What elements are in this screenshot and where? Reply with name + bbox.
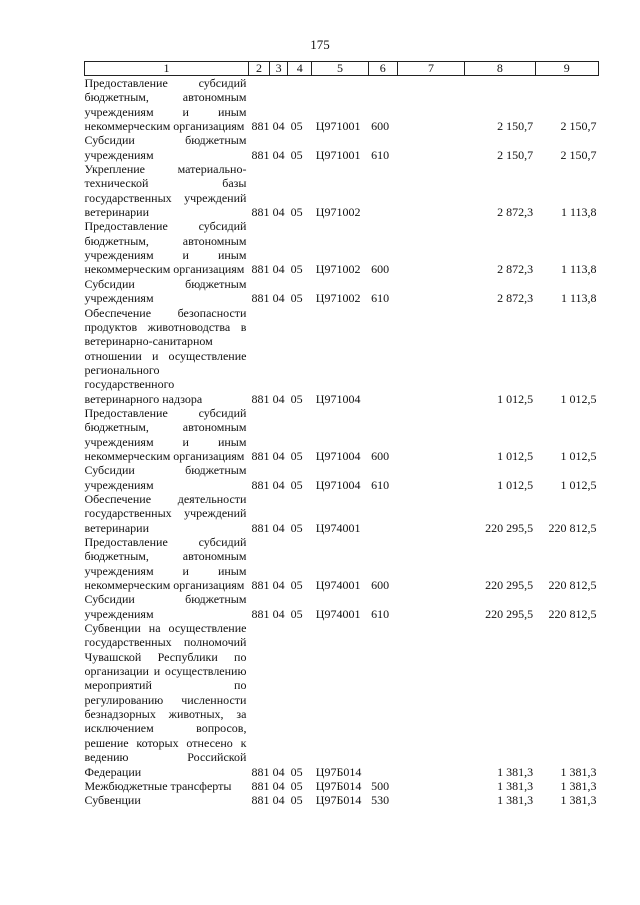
row-name-cell: Субвенции на осуществление государственных полномочий Чувашской Республики по организации и осуществлению мероприятий по регулированию численности безнадзорных животных, за исключением вопросов, решение которых отнесено к ведению Российской Федерации <box>84 621 247 779</box>
row-cell-c6: 600 <box>371 262 390 277</box>
row-name-cell: Предоставление субсидий бюджетным, автономным учреждениям и иным некоммерческим организациям <box>84 219 247 277</box>
row-cell-c6 <box>368 621 397 779</box>
table-row <box>85 779 599 793</box>
row-cell-c2: 881 <box>251 448 270 463</box>
row-cell-c5: Ц971001 <box>315 147 361 162</box>
row-name-cell: Субсидии бюджетным учреждениям <box>84 592 247 621</box>
row-cell-c8: 1 012,5 <box>497 477 534 492</box>
row-cell-c2: 881 <box>251 291 270 306</box>
row-cell-c6: 500 <box>371 778 390 793</box>
row-cell-c3: 04 <box>272 520 285 535</box>
row-cell-c4: 05 <box>290 520 303 535</box>
column-header: 7 <box>397 62 464 76</box>
row-cell-c7 <box>397 779 464 793</box>
row-cell-c7 <box>397 133 464 162</box>
row-cell-c7 <box>397 162 464 219</box>
row-cell-c8: 1 012,5 <box>497 391 534 406</box>
row-cell-c9: 1 012,5 <box>560 477 597 492</box>
row-cell-c7 <box>397 76 464 134</box>
row-cell-c3: 04 <box>272 578 285 593</box>
row-cell-c6: 600 <box>371 448 390 463</box>
row-cell-c9: 1 012,5 <box>560 448 597 463</box>
row-cell-c4: 05 <box>290 793 303 808</box>
row-cell-c8: 2 872,3 <box>497 262 534 277</box>
row-cell-c7 <box>397 306 464 406</box>
table-row <box>85 621 599 779</box>
row-cell-c8: 1 012,5 <box>497 448 534 463</box>
column-header: 2 <box>248 62 269 76</box>
row-cell-c5: Ц971002 <box>315 205 361 220</box>
row-cell-c9: 2 150,7 <box>560 119 597 134</box>
table-row <box>85 592 599 621</box>
row-cell-c2: 881 <box>251 520 270 535</box>
row-name-cell: Субвенции <box>84 793 141 808</box>
row-cell-c9: 220 812,5 <box>548 578 597 593</box>
row-cell-c8: 220 295,5 <box>485 520 534 535</box>
row-cell-c2: 881 <box>251 391 270 406</box>
row-cell-c4: 05 <box>290 764 303 779</box>
table-row <box>85 492 599 535</box>
column-header: 4 <box>288 62 312 76</box>
column-header: 6 <box>368 62 397 76</box>
row-cell-c3: 04 <box>272 291 285 306</box>
row-cell-c8: 1 381,3 <box>497 764 534 779</box>
row-cell-c6: 610 <box>371 477 390 492</box>
row-cell-c7 <box>397 406 464 463</box>
row-cell-c8: 2 872,3 <box>497 291 534 306</box>
table-row <box>85 535 599 592</box>
row-cell-c3: 04 <box>272 764 285 779</box>
row-cell-c4: 05 <box>290 147 303 162</box>
row-cell-c2: 881 <box>251 262 270 277</box>
row-name-cell: Укрепление материально-технической базы государственных учреждений ветеринарии <box>84 162 247 220</box>
row-cell-c3: 04 <box>272 778 285 793</box>
row-cell-c5: Ц974001 <box>315 578 361 593</box>
row-cell-c6: 530 <box>371 793 390 808</box>
row-cell-c9: 1 381,3 <box>560 764 597 779</box>
row-cell-c4: 05 <box>290 391 303 406</box>
row-cell-c9: 220 812,5 <box>548 520 597 535</box>
row-cell-c8: 220 295,5 <box>485 578 534 593</box>
row-cell-c9: 1 113,8 <box>560 291 597 306</box>
row-cell-c9: 1 381,3 <box>560 778 597 793</box>
row-cell-c4: 05 <box>290 262 303 277</box>
row-cell-c4: 05 <box>290 291 303 306</box>
row-cell-c6: 600 <box>371 119 390 134</box>
row-cell-c6 <box>368 306 397 406</box>
row-cell-c7 <box>397 621 464 779</box>
row-cell-c2: 881 <box>251 477 270 492</box>
row-cell-c3: 04 <box>272 477 285 492</box>
row-cell-c7 <box>397 219 464 276</box>
column-header: 5 <box>312 62 368 76</box>
row-cell-c5: Ц971004 <box>315 477 361 492</box>
row-cell-c5: Ц974001 <box>315 606 361 621</box>
row-cell-c4: 05 <box>290 205 303 220</box>
row-name-cell: Предоставление субсидий бюджетным, автономным учреждениям и иным некоммерческим организациям <box>84 405 247 463</box>
row-cell-c2: 881 <box>251 147 270 162</box>
row-cell-c3: 04 <box>272 391 285 406</box>
row-cell-c6 <box>368 162 397 219</box>
table-row <box>85 162 599 219</box>
row-cell-c4: 05 <box>290 448 303 463</box>
row-cell-c7 <box>397 535 464 592</box>
table-row <box>85 306 599 406</box>
row-cell-c6: 610 <box>371 147 390 162</box>
column-header: 8 <box>465 62 535 76</box>
row-cell-c2: 881 <box>251 119 270 134</box>
row-cell-c2: 881 <box>251 764 270 779</box>
row-cell-c9: 1 381,3 <box>560 793 597 808</box>
row-cell-c6 <box>368 492 397 535</box>
row-name-cell: Субсидии бюджетным учреждениям <box>84 276 247 306</box>
row-cell-c5: Ц971002 <box>315 291 361 306</box>
row-cell-c7 <box>397 463 464 492</box>
row-name-cell: Предоставление субсидий бюджетным, автономным учреждениям и иным некоммерческим организациям <box>84 76 247 134</box>
table-row <box>85 76 599 134</box>
row-cell-c3: 04 <box>272 793 285 808</box>
row-name-cell: Субсидии бюджетным учреждениям <box>84 133 247 162</box>
row-cell-c8: 1 381,3 <box>497 778 534 793</box>
row-cell-c5: Ц97Б014 <box>315 793 362 808</box>
column-header: 9 <box>535 62 598 76</box>
row-cell-c3: 04 <box>272 205 285 220</box>
row-cell-c7 <box>397 277 464 306</box>
row-cell-c9: 1 113,8 <box>560 262 597 277</box>
column-header: 3 <box>270 62 288 76</box>
row-cell-c5: Ц971002 <box>315 262 361 277</box>
row-cell-c9: 220 812,5 <box>548 606 597 621</box>
table-row <box>85 793 599 807</box>
row-cell-c6: 610 <box>371 606 390 621</box>
row-cell-c2: 881 <box>251 205 270 220</box>
row-cell-c7 <box>397 793 464 807</box>
row-cell-c5: Ц97Б014 <box>315 778 362 793</box>
row-cell-c8: 2 150,7 <box>497 147 534 162</box>
row-cell-c5: Ц97Б014 <box>315 764 362 779</box>
row-cell-c9: 1 113,8 <box>560 205 597 220</box>
row-cell-c5: Ц974001 <box>315 520 361 535</box>
table-row <box>85 133 599 162</box>
row-cell-c7 <box>397 492 464 535</box>
row-cell-c4: 05 <box>290 778 303 793</box>
table-body <box>85 76 599 808</box>
row-cell-c7 <box>397 592 464 621</box>
table-row <box>85 277 599 306</box>
row-cell-c4: 05 <box>290 606 303 621</box>
row-cell-c5: Ц971004 <box>315 448 361 463</box>
row-cell-c3: 04 <box>272 147 285 162</box>
row-name-cell: Предоставление субсидий бюджетным, автономным учреждениям и иным некоммерческим организациям <box>84 535 247 593</box>
row-name-cell: Обеспечение безопасности продуктов животноводства в ветеринарно-санитарном отношении и осуществление регионального государственного ветеринарного надзора <box>84 305 247 406</box>
row-cell-c4: 05 <box>290 119 303 134</box>
table-row <box>85 406 599 463</box>
row-cell-c5: Ц971004 <box>315 391 361 406</box>
row-cell-c3: 04 <box>272 448 285 463</box>
budget-table <box>84 61 599 808</box>
row-name-cell: Межбюджетные трансферты <box>84 778 232 793</box>
column-header: 1 <box>85 62 249 76</box>
row-cell-c8: 1 381,3 <box>497 793 534 808</box>
row-cell-c9: 1 012,5 <box>560 391 597 406</box>
row-cell-c9: 2 150,7 <box>560 147 597 162</box>
row-cell-c5: Ц971001 <box>315 119 361 134</box>
row-cell-c3: 04 <box>272 262 285 277</box>
row-name-cell: Субсидии бюджетным учреждениям <box>84 463 247 492</box>
row-cell-c8: 2 150,7 <box>497 119 534 134</box>
row-cell-c3: 04 <box>272 606 285 621</box>
row-cell-c4: 05 <box>290 477 303 492</box>
row-cell-c8: 220 295,5 <box>485 606 534 621</box>
row-cell-c6: 600 <box>371 578 390 593</box>
row-cell-c2: 881 <box>251 578 270 593</box>
row-cell-c3: 04 <box>272 119 285 134</box>
table-header-row <box>85 62 599 76</box>
table-row <box>85 463 599 492</box>
row-cell-c6: 610 <box>371 291 390 306</box>
table-row <box>85 219 599 276</box>
row-cell-c8: 2 872,3 <box>497 205 534 220</box>
page-number: 175 <box>310 37 330 52</box>
row-name-cell: Обеспечение деятельности государственных учреждений ветеринарии <box>84 491 247 535</box>
row-cell-c2: 881 <box>251 793 270 808</box>
row-cell-c4: 05 <box>290 578 303 593</box>
row-cell-c2: 881 <box>251 778 270 793</box>
row-cell-c2: 881 <box>251 606 270 621</box>
